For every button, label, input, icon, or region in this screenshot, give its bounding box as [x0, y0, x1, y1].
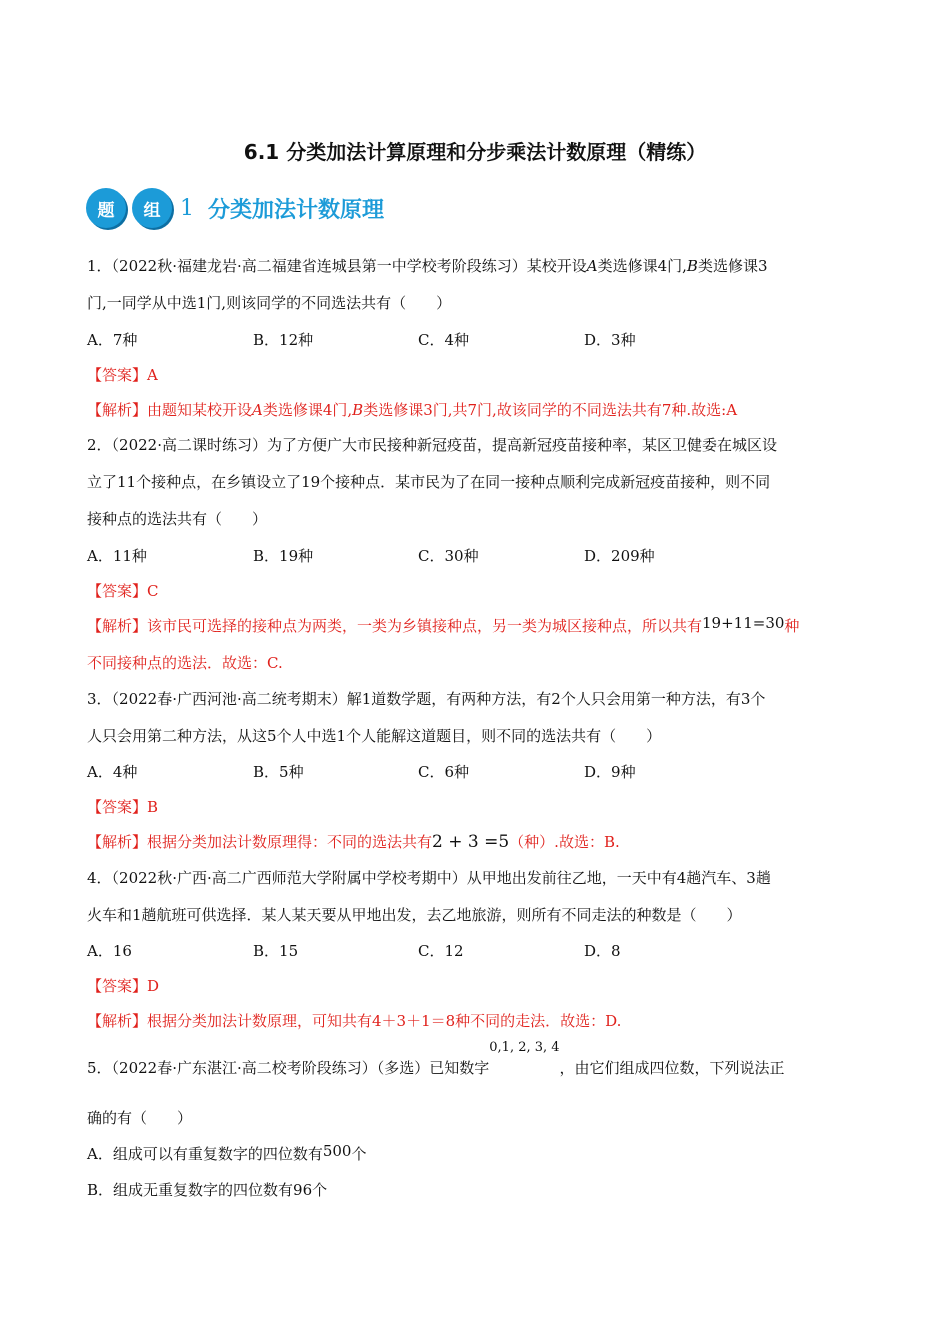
- q2-option-d: D．209种: [584, 547, 655, 565]
- q4-explanation: 【解析】根据分类加法计数原理，可知共有4＋3＋1＝8种不同的走法．故选：D.: [87, 1012, 622, 1030]
- q3-option-c: C．6种: [418, 763, 470, 781]
- q3-expl-math: 2 + 3 =5: [432, 832, 510, 852]
- q1-explanation: 【解析】由题知某校开设A类选修课4门,B类选修课3门,共7门,故该同学的不同选法共有7种.故选:A: [87, 401, 738, 419]
- q3-explanation: 【解析】根据分类加法计数原理得：不同的选法共有2 + 3 =5（种）.故选：B.: [87, 832, 620, 852]
- q2-answer: 【答案】C: [87, 582, 159, 600]
- q3-line1: 3．（2022春·广西河池·高二统考期末）解1道数学题，有两种方法，有2个人只会用第一种方法，有3个: [87, 690, 766, 708]
- q1-option-c: C．4种: [418, 331, 470, 349]
- q1-option-a: A．7种: [87, 331, 138, 349]
- q2-option-b: B．19种: [253, 547, 314, 565]
- q4-line2: 火车和1趟航班可供选择．某人某天要从甲地出发，去乙地旅游，则所有不同走法的种数是（ ）: [87, 906, 742, 924]
- q5-option-b: B．组成无重复数字的四位数有96个: [87, 1181, 328, 1199]
- q5-line2: 确的有（ ）: [87, 1109, 193, 1127]
- q2-line1: 2．（2022·高二课时练习）为了方便广大市民接种新冠疫苗，提高新冠疫苗接种率，某区卫健委在城区设: [87, 436, 777, 454]
- q1-line2: 门,一同学从中选1门,则该同学的不同选法共有（ ）: [87, 294, 452, 312]
- q5-option-a: A．组成可以有重复数字的四位数有500个: [87, 1142, 367, 1163]
- group-title: 分类加法计数原理: [208, 197, 385, 223]
- q1-line1: 1．（2022秋·福建龙岩·高二福建省连城县第一中学校考阶段练习）某校开设A类选修课4门,B类选修课3: [87, 257, 768, 275]
- q2-option-a: A．11种: [87, 547, 147, 565]
- q5-digits: 0,1, 2, 3, 4: [489, 1040, 560, 1055]
- q2-explanation-line2: 不同接种点的选法．故选：C.: [87, 654, 283, 672]
- q2-option-c: C．30种: [418, 547, 479, 565]
- q5-line1: 5．（2022春·广东湛江·高二校考阶段练习）（多选）已知数字0,1, 2, 3, 4，由它们组成四位数，下列说法正: [87, 1040, 785, 1077]
- q3-line2: 人只会用第二种方法，从这5个人中选1个人能解这道题目，则不同的选法共有（ ）: [87, 727, 662, 745]
- q2-line3: 接种点的选法共有（ ）: [87, 510, 268, 528]
- group-number: 1: [180, 195, 194, 221]
- q3-option-a: A．4种: [87, 763, 138, 781]
- page-title: 6.1 分类加法计算原理和分步乘法计数原理（精练）: [243, 140, 707, 164]
- group-header: [86, 186, 384, 230]
- q3-option-b: B．5种: [253, 763, 304, 781]
- q4-option-c: C．12: [418, 942, 464, 960]
- q4-option-d: D．8: [584, 942, 621, 960]
- q3-answer: 【答案】B: [87, 798, 159, 816]
- q2-expl-math: 19+11=30: [702, 614, 785, 632]
- q4-line1: 4．（2022秋·广西·高二广西师范大学附属中学校考期中）从甲地出发前往乙地，一天中有4趟汽车、3趟: [87, 869, 771, 887]
- q5-opta-math: 500: [322, 1142, 352, 1160]
- q4-option-b: B．15: [253, 942, 299, 960]
- badge-ti: 题: [86, 188, 126, 228]
- q4-option-a: A．16: [87, 942, 132, 960]
- q4-answer: 【答案】D: [87, 977, 160, 995]
- q1-answer: 【答案】A: [87, 366, 158, 384]
- q2-line2: 立了11个接种点，在乡镇设立了19个接种点．某市民为了在同一接种点顺利完成新冠疫苗接种，则不同: [87, 473, 771, 491]
- q2-explanation-line1: 【解析】该市民可选择的接种点为两类，一类为乡镇接种点，另一类为城区接种点，所以共有19+11=30种: [87, 614, 800, 635]
- q1-option-d: D．3种: [584, 331, 636, 349]
- q3-option-d: D．9种: [584, 763, 636, 781]
- badge-zu: 组: [132, 188, 172, 228]
- q1-option-b: B．12种: [253, 331, 314, 349]
